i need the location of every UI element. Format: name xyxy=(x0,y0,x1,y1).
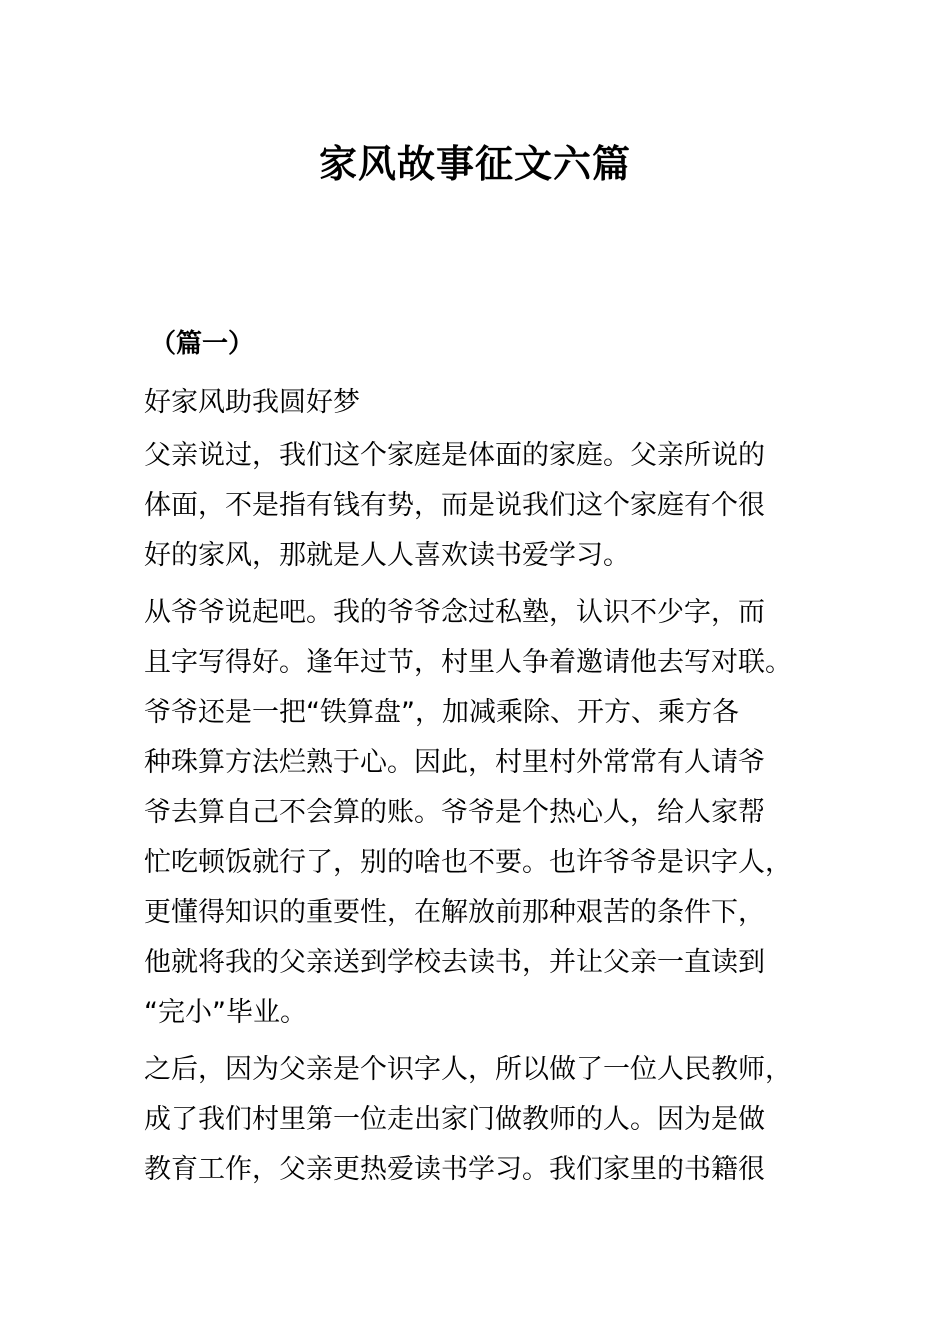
paragraph-3 xyxy=(144,1045,824,1195)
text-line: 成了我们村里第一位走出家门做教师的人。因为是做 xyxy=(144,1104,765,1135)
text-line: 种珠算方法烂熟于心。因此，村里村外常常有人请爷 xyxy=(144,747,765,778)
story-title: 好家风助我圆好梦 xyxy=(144,387,360,418)
text-line: 之后，因为父亲是个识字人，所以做了一位人民教师， xyxy=(144,1054,792,1085)
section-heading: （篇一） xyxy=(150,329,255,359)
text-line: 爷去算自己不会算的账。爷爷是个热心人，给人家帮 xyxy=(144,797,765,828)
document-body xyxy=(144,378,824,1202)
paragraph-2 xyxy=(144,588,824,1038)
text-line: 更懂得知识的重要性，在解放前那种艰苦的条件下， xyxy=(144,897,765,928)
document-title: 家风故事征文六篇 xyxy=(318,142,631,186)
text-line: 他就将我的父亲送到学校去读书，并让父亲一直读到 xyxy=(144,947,765,978)
text-line: 父亲说过，我们这个家庭是体面的家庭。父亲所说的 xyxy=(144,440,765,471)
text-line: 教育工作，父亲更热爱读书学习。我们家里的书籍很 xyxy=(144,1154,765,1185)
text-line: 从爷爷说起吧。我的爷爷念过私塾，认识不少字，而 xyxy=(144,597,765,628)
text-line: “完小”毕业。 xyxy=(144,997,307,1028)
text-line: 且字写得好。逢年过节，村里人争着邀请他去写对联。 xyxy=(144,647,792,678)
text-line: 好的家风，那就是人人喜欢读书爱学习。 xyxy=(144,540,630,571)
text-line: 忙吃顿饭就行了，别的啥也不要。也许爷爷是识字人， xyxy=(144,847,792,878)
text-line: 体面，不是指有钱有势，而是说我们这个家庭有个很 xyxy=(144,490,765,521)
text-line: 爷爷还是一把“铁算盘”，加减乘除、开方、乘方各 xyxy=(144,697,739,728)
paragraph-1 xyxy=(144,431,824,581)
